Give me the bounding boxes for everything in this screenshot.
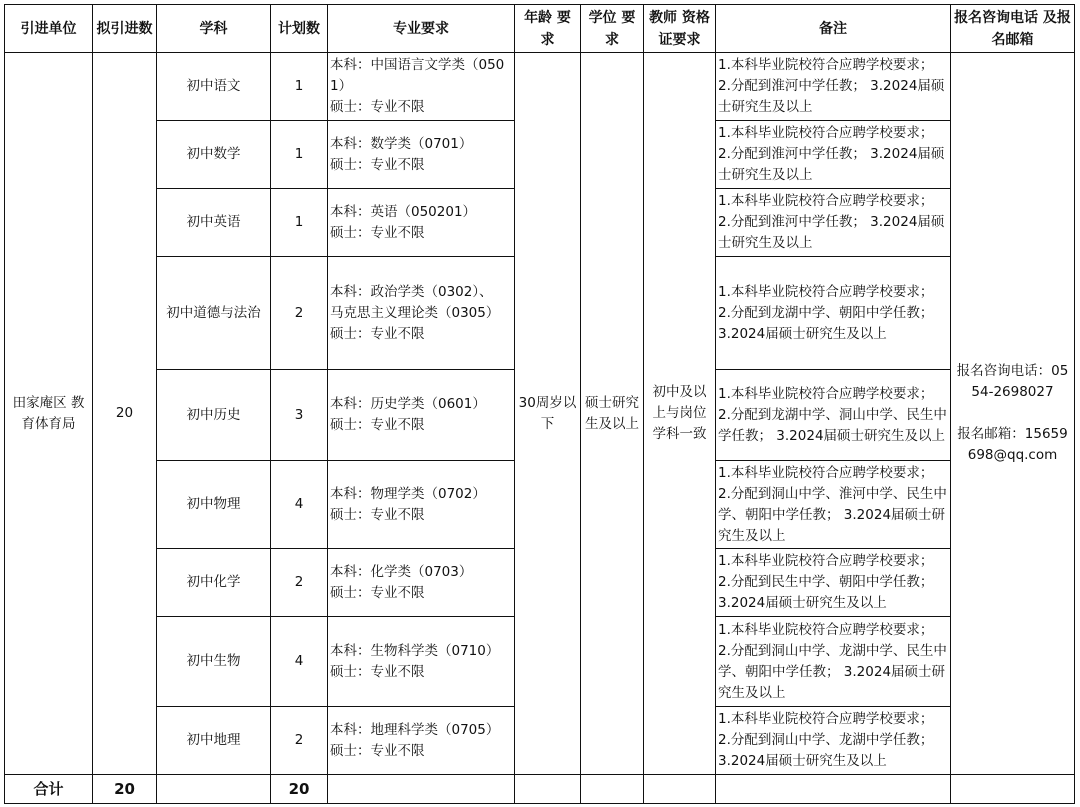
major-line: 本科：化学类（0703） <box>330 563 473 580</box>
major-line: 本科：英语（050201） <box>330 203 477 220</box>
degree-cell: 硕士研究生及以上 <box>581 53 644 775</box>
planned-total-cell: 20 <box>93 53 157 775</box>
major-cell <box>328 189 515 257</box>
total-empty <box>716 775 951 804</box>
note-cell: 1.本科毕业院校符合应聘学校要求； 2.分配到洞山中学、龙湖中学任教； 3.2024届硕士研究生及以上 <box>716 707 951 775</box>
total-empty <box>157 775 271 804</box>
note-cell: 1.本科毕业院校符合应聘学校要求； 2.分配到龙湖中学、洞山中学、民生中学任教； 3.2024届硕士研究生及以上 <box>716 370 951 461</box>
total-plan-count: 20 <box>271 775 328 804</box>
major-line: 本科：中国语言文学类（0501） <box>330 57 505 94</box>
count-cell: 2 <box>271 707 328 775</box>
major-line: 本科：数学类（0701） <box>330 135 473 152</box>
total-empty <box>951 775 1075 804</box>
subject-cell: 初中历史 <box>157 370 271 461</box>
major-line: 硕士：专业不限 <box>330 742 425 759</box>
major-cell <box>328 707 515 775</box>
subject-cell: 初中语文 <box>157 53 271 121</box>
header-row <box>5 5 1075 53</box>
subject-cell: 初中生物 <box>157 617 271 707</box>
major-cell <box>328 257 515 370</box>
cert-cell: 初中及以上与岗位学科一致 <box>644 53 716 775</box>
subject-cell: 初中化学 <box>157 549 271 617</box>
major-cell <box>328 121 515 189</box>
major-line: 硕士：专业不限 <box>330 584 425 601</box>
major-line: 本科：生物科学类（0710） <box>330 642 500 659</box>
total-planned: 20 <box>93 775 157 804</box>
note-cell: 1.本科毕业院校符合应聘学校要求； 2.分配到淮河中学任教； 3.2024届硕士研究生及以上 <box>716 189 951 257</box>
major-line: 本科：政治学类（0302）、 <box>330 283 493 300</box>
header-age: 年龄 要求 <box>515 5 581 53</box>
total-empty <box>515 775 581 804</box>
subject-cell: 初中数学 <box>157 121 271 189</box>
count-cell: 3 <box>271 370 328 461</box>
note-cell: 1.本科毕业院校符合应聘学校要求； 2.分配到洞山中学、淮河中学、民生中学、朝阳中学任教； 3.2024届硕士研究生及以上 <box>716 461 951 549</box>
major-line: 硕士：专业不限 <box>330 325 425 342</box>
major-line: 硕士：专业不限 <box>330 506 425 523</box>
major-line: 本科：地理科学类（0705） <box>330 721 500 738</box>
contact-phone: 报名咨询电话：0554-2698027 <box>956 363 1069 400</box>
age-cell: 30周岁以下 <box>515 53 581 775</box>
note-cell: 1.本科毕业院校符合应聘学校要求； 2.分配到洞山中学、龙湖中学、民生中学、朝阳中学任教； 3.2024届硕士研究生及以上 <box>716 617 951 707</box>
subject-cell: 初中道德与法治 <box>157 257 271 370</box>
major-cell <box>328 549 515 617</box>
major-cell <box>328 461 515 549</box>
total-empty <box>581 775 644 804</box>
major-line: 硕士：专业不限 <box>330 224 425 241</box>
header-unit: 引进单位 <box>5 5 93 53</box>
count-cell: 4 <box>271 617 328 707</box>
major-line: 本科：历史学类（0601） <box>330 396 486 412</box>
total-label: 合计 <box>5 775 93 804</box>
header-major: 专业要求 <box>328 5 515 53</box>
table-row <box>5 53 1075 121</box>
header-teacher-cert: 教师 资格证要求 <box>644 5 716 53</box>
major-line: 硕士：专业不限 <box>330 417 425 433</box>
subject-cell: 初中地理 <box>157 707 271 775</box>
major-line: 本科：物理学类（0702） <box>330 485 486 502</box>
count-cell: 4 <box>271 461 328 549</box>
count-cell: 1 <box>271 189 328 257</box>
note-cell: 1.本科毕业院校符合应聘学校要求； 2.分配到龙湖中学、朝阳中学任教； 3.2024届硕士研究生及以上 <box>716 257 951 370</box>
total-empty <box>644 775 716 804</box>
total-empty <box>328 775 515 804</box>
major-line: 硕士：专业不限 <box>330 156 425 173</box>
subject-cell: 初中英语 <box>157 189 271 257</box>
major-line: 硕士：专业不限 <box>330 663 425 680</box>
major-cell <box>328 53 515 121</box>
major-line: 硕士：专业不限 <box>330 99 425 115</box>
recruitment-table <box>4 4 1075 804</box>
header-contact: 报名咨询电话 及报名邮箱 <box>951 5 1075 53</box>
count-cell: 1 <box>271 53 328 121</box>
header-degree: 学位 要求 <box>581 5 644 53</box>
contact-cell <box>951 53 1075 775</box>
major-cell <box>328 370 515 461</box>
subject-cell: 初中物理 <box>157 461 271 549</box>
note-cell: 1.本科毕业院校符合应聘学校要求； 2.分配到淮河中学任教； 3.2024届硕士研究生及以上 <box>716 121 951 189</box>
header-notes: 备注 <box>716 5 951 53</box>
major-line: 马克思主义理论类（0305） <box>330 304 500 321</box>
contact-email: 报名邮箱：15659698@qq.com <box>957 426 1068 463</box>
note-cell: 1.本科毕业院校符合应聘学校要求； 2.分配到民生中学、朝阳中学任教； 3.2024届硕士研究生及以上 <box>716 549 951 617</box>
header-planned: 拟引进数 <box>93 5 157 53</box>
table-body <box>5 53 1075 804</box>
header-subject: 学科 <box>157 5 271 53</box>
note-cell: 1.本科毕业院校符合应聘学校要求； 2.分配到淮河中学任教； 3.2024届硕士研究生及以上 <box>716 53 951 121</box>
count-cell: 2 <box>271 257 328 370</box>
unit-cell: 田家庵区 教育体育局 <box>5 53 93 775</box>
count-cell: 2 <box>271 549 328 617</box>
count-cell: 1 <box>271 121 328 189</box>
total-row <box>5 775 1075 804</box>
major-cell <box>328 617 515 707</box>
contact-gap <box>953 403 1072 424</box>
header-plan-count: 计划数 <box>271 5 328 53</box>
